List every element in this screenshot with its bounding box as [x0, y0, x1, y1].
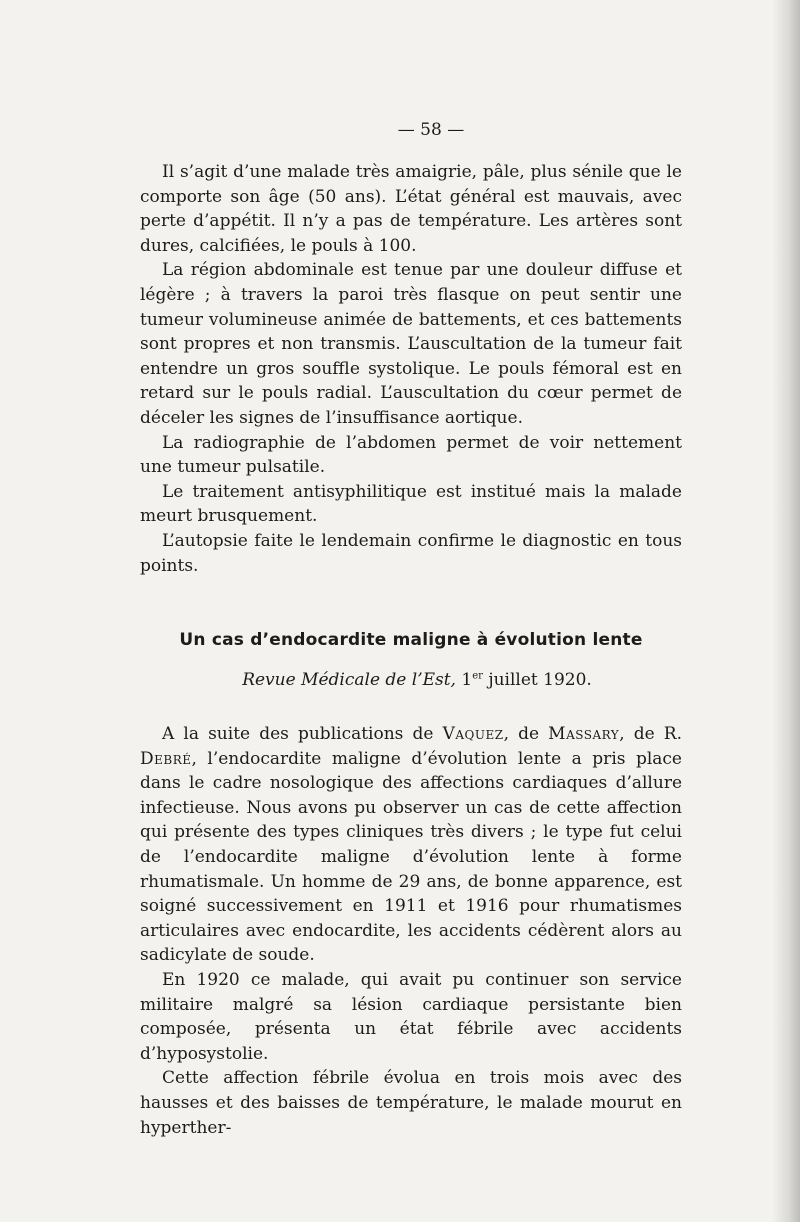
- paragraph-3: La radiographie de l’abdomen permet de voir nettement une tumeur pulsatile.: [140, 432, 682, 478]
- paragraph-2: La région abdominale est tenue par une douleur diffuse et légère ; à travers la paroi très flasque on peut sentir une tumeur volumineuse animée de battements, et ces battements sont propres et non transmis. L’auscultation de la tumeur fait entendre un gros souffle systolique. Le pouls fémoral est en retard sur le pouls radial. L’auscultation du cœur permet de déceler les signes de l’insuffisance aortique.: [140, 260, 682, 428]
- scan-shadow-edge: [772, 0, 800, 1222]
- article-paragraph-1: [140, 722, 682, 968]
- p1-sep1: , de: [503, 724, 549, 745]
- citation-journal: Revue Médicale de l’Est,: [242, 670, 456, 691]
- article-heading: Un cas d’endocardite maligne à évolution lente: [179, 630, 643, 651]
- citation-date: juillet 1920.: [488, 670, 592, 691]
- article-paragraph-3: Cette affection fébrile évolua en trois mois avec des hausses et des baisses de température, le malade mourut en hyperther-: [140, 1068, 682, 1138]
- article-body: [140, 722, 682, 1140]
- p1-start: A la suite des publications de: [162, 724, 443, 745]
- paragraph-4: Le traitement antisyphilitique est institué mais la malade meurt brusquement.: [140, 481, 682, 527]
- author-vaquez: Vaquez: [442, 724, 504, 745]
- document-page: [140, 120, 682, 1140]
- paragraph-5: L’autopsie faite le lendemain confirme le diagnostic en tous points.: [140, 530, 682, 576]
- author-debre: Debré: [140, 748, 192, 769]
- article-paragraph-2: En 1920 ce malade, qui avait pu continuer son service militaire malgré sa lésion cardiaque persistante bien composée, présenta un état fébrile avec accidents d’hyposystolie.: [140, 970, 682, 1064]
- p1-rest: , l’endocardite maligne d’évolution lente a pris place dans le cadre nosologique des affections cardiaques d’allure infectieuse. Nous avons pu observer un cas de cette affection qui présente des types cliniques très divers ; le type fut celui de l’endocardite maligne d’évolution lente à forme rhumatismale. Un homme de 29 ans, de bonne apparence, est soigné successivement en 1911 et 1916 pour rhumatismes articulaires avec endocardite, les accidents cédèrent alors au sadicylate de soude.: [140, 748, 682, 966]
- citation-day-suffix: er: [472, 670, 483, 682]
- author-massary: Massary: [548, 724, 620, 745]
- citation: [152, 670, 682, 690]
- citation-day: 1: [461, 670, 473, 691]
- p1-sep2: , de R.: [619, 724, 682, 745]
- page-number: — 58 —: [397, 120, 465, 140]
- paragraph-1: Il s’agit d’une malade très amaigrie, pâle, plus sénile que le comporte son âge (50 ans). L’état général est mauvais, avec perte d’appétit. Il n’y a pas de température. Les artères sont dures, calcifiées, le pouls à 100.: [140, 162, 682, 256]
